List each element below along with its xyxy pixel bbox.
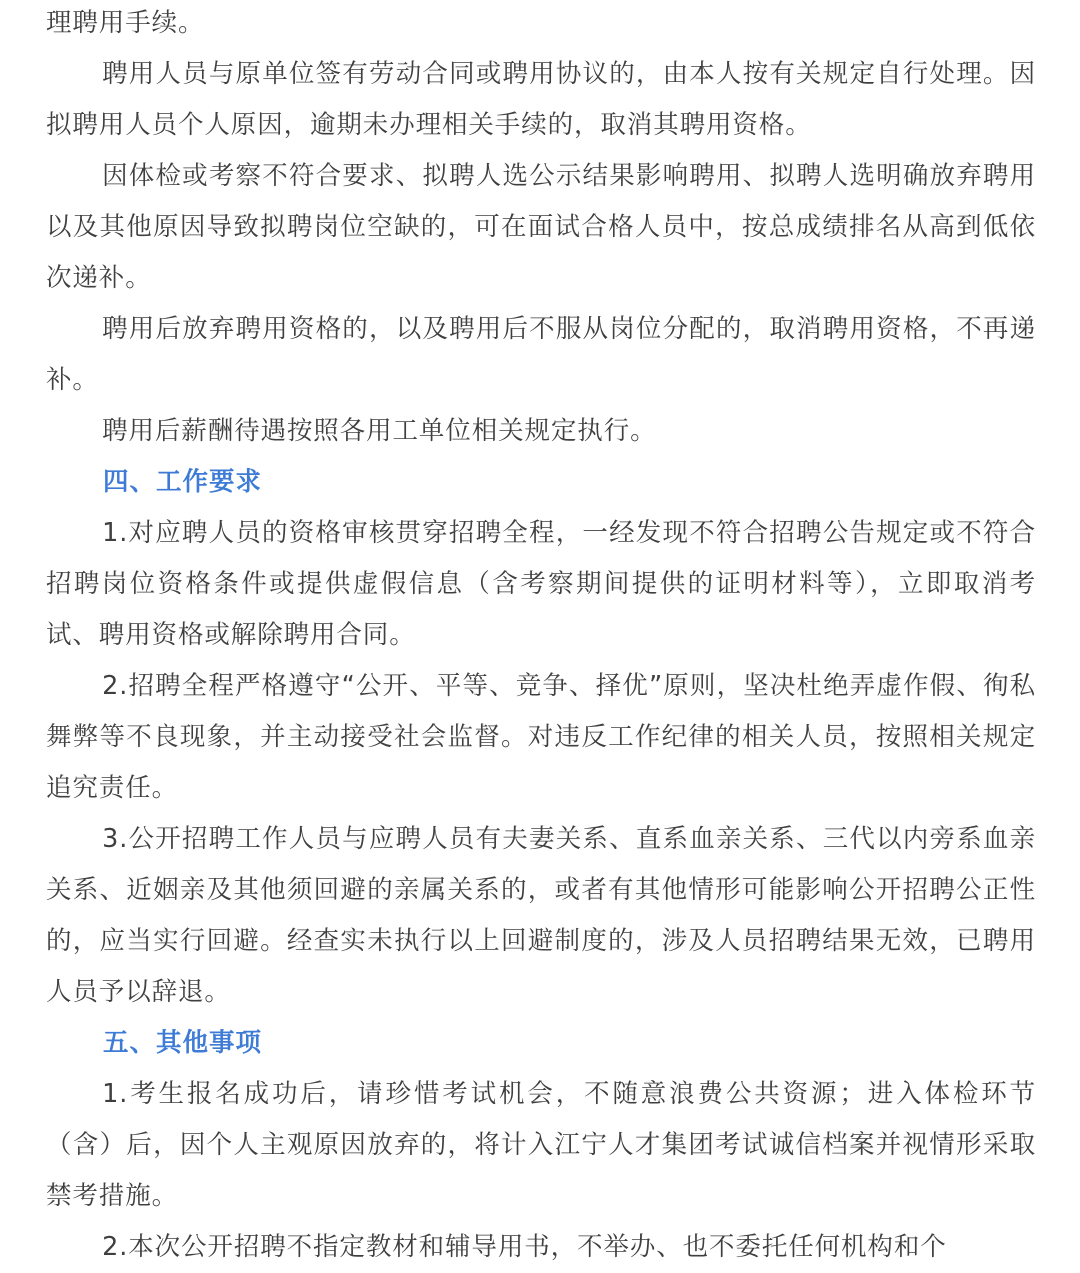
work-requirement-item: 1.对应聘人员的资格审核贯穿招聘全程，一经发现不符合招聘公告规定或不符合招聘岗位资格条件或提供虚假信息（含考察期间提供的证明材料等），立即取消考试、聘用资格或解除聘用合同。 (46, 518, 1036, 650)
section-heading-other-matters: 五、其他事项 (103, 1028, 263, 1058)
work-requirement-item: 3.公开招聘工作人员与应聘人员有夫妻关系、直系血亲关系、三代以内旁系血亲关系、近姻亲及其他须回避的亲属关系的，或者有其他情形可能影响公开招聘公正性的，应当实行回避。经查实未执行以上回避制度的，涉及人员招聘结果无效，已聘用人员予以辞退。 (46, 824, 1036, 1007)
section-heading-work-requirements: 四、工作要求 (103, 467, 263, 497)
paragraph-vacancy-replacement: 因体检或考察不符合要求、拟聘人选公示结果影响聘用、拟聘人选明确放弃聘用以及其他原因导致拟聘岗位空缺的，可在面试合格人员中，按总成绩排名从高到低依次递补。 (46, 161, 1036, 293)
work-requirement-item: 2.招聘全程严格遵守“公开、平等、竞争、择优”原则，坚决杜绝弄虚作假、徇私舞弊等不良现象，并主动接受社会监督。对违反工作纪律的相关人员，按照相关规定追究责任。 (46, 671, 1036, 803)
paragraph-abandon-qualification: 聘用后放弃聘用资格的，以及聘用后不服从岗位分配的，取消聘用资格，不再递补。 (46, 314, 1036, 395)
paragraph-continuation: 理聘用手续。 (46, 8, 205, 38)
paragraph-salary: 聘用后薪酬待遇按照各用工单位相关规定执行。 (102, 416, 657, 446)
paragraph-employment-contract: 聘用人员与原单位签有劳动合同或聘用协议的，由本人按有关规定自行处理。因拟聘用人员个人原因，逾期未办理相关手续的，取消其聘用资格。 (46, 59, 1036, 140)
article-body (46, 0, 1036, 1273)
other-matter-item: 2.本次公开招聘不指定教材和辅导用书，不举办、也不委托任何机构和个 (102, 1232, 947, 1262)
other-matter-item: 1.考生报名成功后，请珍惜考试机会，不随意浪费公共资源；进入体检环节（含）后，因个人主观原因放弃的，将计入江宁人才集团考试诚信档案并视情形采取禁考措施。 (46, 1079, 1036, 1211)
